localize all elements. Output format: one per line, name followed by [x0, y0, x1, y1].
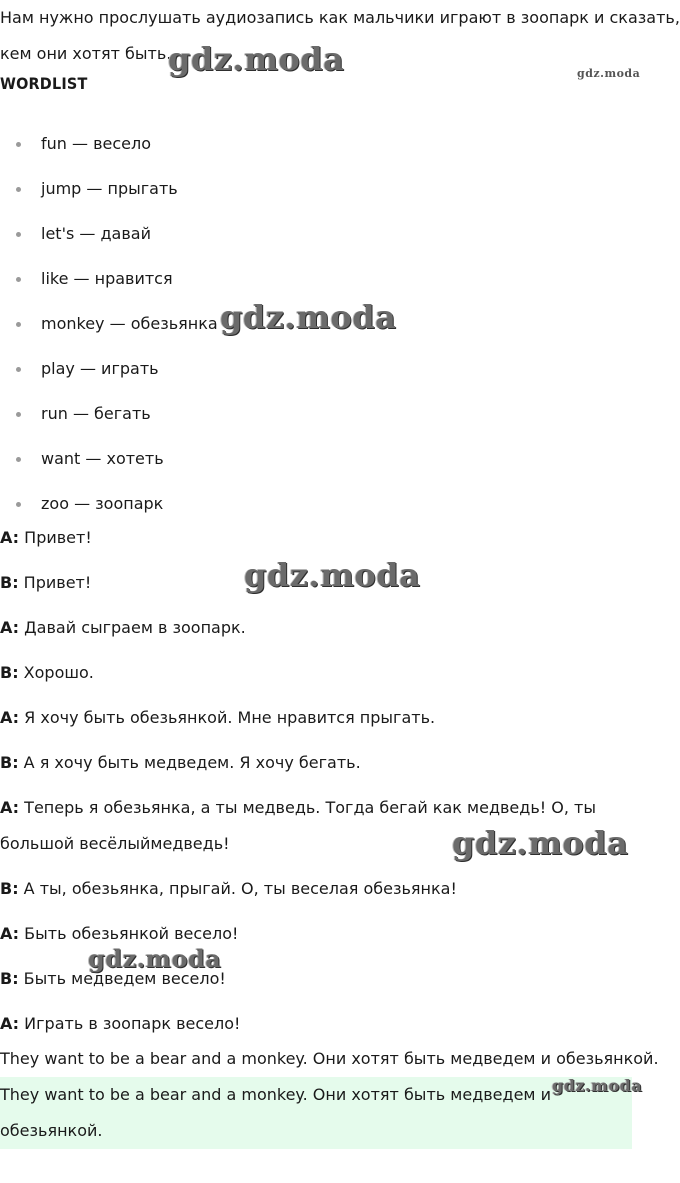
dialogue-line: [0, 745, 361, 781]
word-entry: play — играть: [41, 359, 159, 378]
dialogue-text: Давай сыграем в зоопарк.: [19, 618, 246, 637]
answer-line: They want to be a bear and a monkey. Они хотят быть медведем и обезьянкой.: [0, 1049, 659, 1068]
watermark-logo: gdz.moda: [577, 67, 641, 80]
speaker-label: B:: [0, 879, 19, 898]
dialogue-line: [0, 610, 246, 646]
speaker-label: A:: [0, 1014, 20, 1033]
watermark-logo: gdz.moda: [168, 40, 345, 78]
watermark-logo: gdz.moda: [452, 824, 629, 862]
dialogue-line: [0, 871, 457, 907]
list-item: [0, 126, 218, 171]
watermark-logo: gdz.moda: [220, 298, 397, 336]
list-item: [0, 351, 218, 396]
word-entry: let's — давай: [41, 224, 151, 243]
speaker-label: A:: [0, 528, 20, 547]
bullet-icon: [16, 502, 21, 507]
watermark-logo: gdz.moda: [552, 1076, 643, 1095]
speaker-label: A:: [0, 924, 20, 943]
dialogue-line: [0, 655, 94, 691]
bullet-icon: [16, 457, 21, 462]
speaker-label: A:: [0, 618, 20, 637]
list-item: [0, 261, 218, 306]
dialogue-line: [0, 1006, 240, 1042]
bullet-icon: [16, 367, 21, 372]
word-entry: zoo — зоопарк: [41, 494, 164, 513]
dialogue-line: [0, 520, 92, 556]
speaker-label: B:: [0, 663, 19, 682]
answer-highlight-text: They want to be a bear and a monkey. Они хотят быть медведем и обезьянкой.: [0, 1085, 551, 1140]
word-entry: want — хотеть: [41, 449, 164, 468]
bullet-icon: [16, 187, 21, 192]
list-item: [0, 216, 218, 261]
dialogue-text: А ты, обезьянка, прыгай. О, ты веселая обезьянка!: [18, 879, 457, 898]
dialogue-text: Быть медведем весело!: [18, 969, 226, 988]
list-item: [0, 306, 218, 351]
word-entry: monkey — обезьянка: [41, 314, 218, 333]
dialogue-text: Теперь я обезьянка, а ты медведь. Тогда бегай как медведь! О, ты большой весёлыймедведь!: [0, 798, 596, 853]
speaker-label: A:: [0, 798, 20, 817]
speaker-label: B:: [0, 573, 19, 592]
dialogue-text: Я хочу быть обезьянкой. Мне нравится прыгать.: [19, 708, 436, 727]
bullet-icon: [16, 322, 21, 327]
dialogue-text: А я хочу быть медведем. Я хочу бегать.: [18, 753, 361, 772]
word-entry: run — бегать: [41, 404, 151, 423]
answer-highlight-block: [0, 1077, 632, 1149]
word-entry: fun — весело: [41, 134, 152, 153]
dialogue-text: Играть в зоопарк весело!: [19, 1014, 241, 1033]
dialogue-text: Хорошо.: [18, 663, 94, 682]
dialogue-line: [0, 565, 91, 601]
list-item: [0, 441, 218, 486]
wordlist: [0, 126, 218, 531]
dialogue-line: [0, 700, 435, 736]
watermark-logo: gdz.moda: [244, 556, 421, 594]
speaker-label: B:: [0, 753, 19, 772]
wordlist-heading: WORDLIST: [0, 74, 88, 93]
bullet-icon: [16, 277, 21, 282]
list-item: [0, 171, 218, 216]
bullet-icon: [16, 232, 21, 237]
list-item: [0, 396, 218, 441]
word-entry: like — нравится: [41, 269, 173, 288]
word-entry: jump — прыгать: [41, 179, 178, 198]
bullet-icon: [16, 412, 21, 417]
speaker-label: A:: [0, 708, 20, 727]
dialogue-text: Быть обезьянкой весело!: [19, 924, 239, 943]
speaker-label: B:: [0, 969, 19, 988]
dialogue-text: Привет!: [18, 573, 92, 592]
dialogue-text: Привет!: [19, 528, 92, 547]
watermark-logo: gdz.moda: [88, 944, 222, 973]
bullet-icon: [16, 142, 21, 147]
intro-text: Нам нужно прослушать аудиозапись как мальчики играют в зоопарк и сказать, кем они хотят быть.: [0, 8, 680, 63]
